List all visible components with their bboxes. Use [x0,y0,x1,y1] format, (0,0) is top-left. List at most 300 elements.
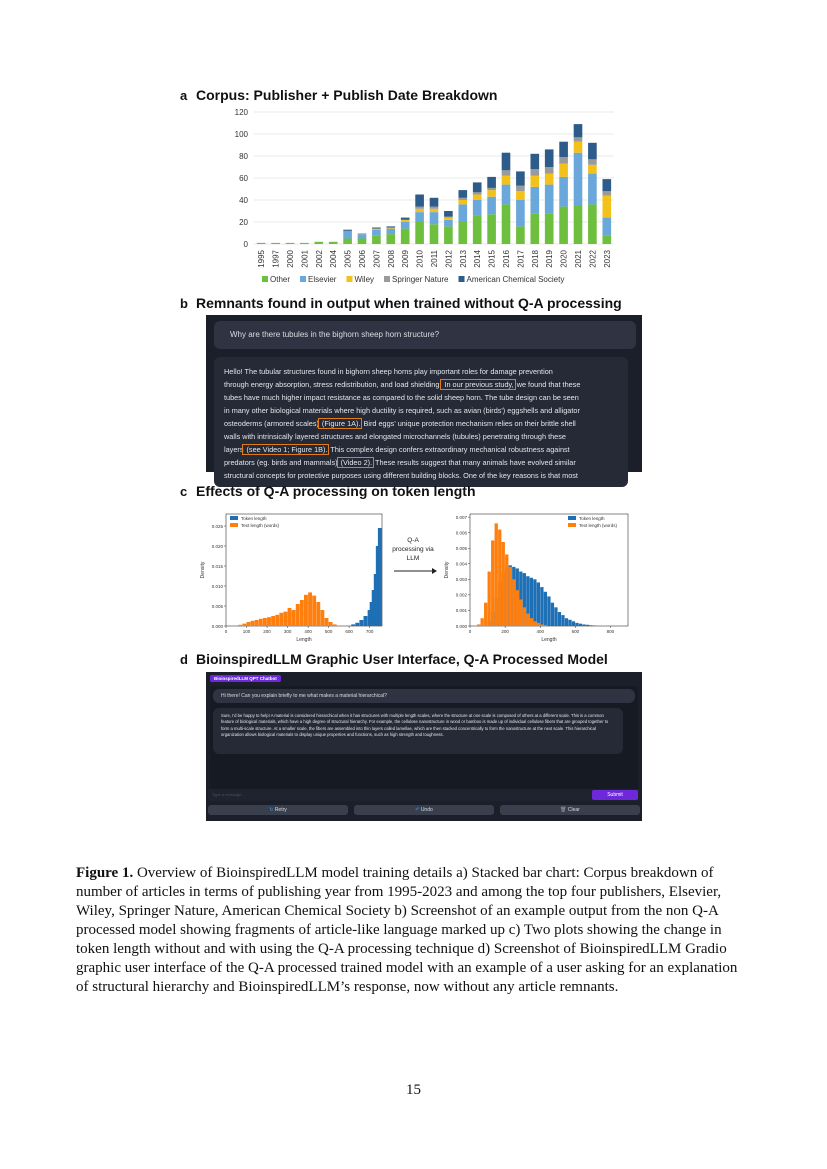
text-length-bar [329,622,333,626]
text-length-bar [300,600,304,626]
text-length-bar [505,554,508,626]
legend-swatch [230,523,238,527]
answer-line [224,456,626,469]
submit-button[interactable]: Submit [592,790,638,800]
bar-segment [502,185,511,205]
text-length-bar [502,542,505,626]
answer-line [224,469,626,482]
bar-segment [386,234,395,244]
y-tick-label: 0.025 [211,523,223,529]
token-length-bar [355,623,359,626]
answer-text [224,365,626,482]
answer-segment: we found that these [514,380,581,389]
text-length-bar [491,540,494,626]
x-tick-label: 2020 [559,250,569,268]
bar-segment [271,243,280,244]
bar-segment [559,164,568,177]
panel-b-letter: b [180,296,188,311]
text-length-bar [333,624,337,626]
answer-bubble [214,357,628,487]
undo-button[interactable] [354,805,494,815]
token-length-bar [568,620,571,626]
text-length-bar [316,602,320,626]
panel-a-letter: a [180,88,188,103]
y-tick-label: 0.015 [211,563,223,569]
token-length-bar [572,621,575,626]
retry-icon: ↻ [269,807,274,813]
text-length-bar [259,619,263,626]
bar-segment [545,149,554,167]
x-tick-label: 700 [365,629,374,634]
x-axis-label: Length [541,637,557,643]
text-length-bar [481,618,484,626]
token-length-bar [586,625,589,626]
x-tick-label: 2007 [372,250,382,268]
x-tick-label: 1995 [257,250,267,268]
token-length-bar [565,618,568,626]
x-tick-label: 2004 [329,250,339,268]
text-length-bar [509,567,512,626]
text-length-bar [325,618,329,626]
token-length-bar [364,616,368,626]
x-tick-label: 2012 [444,250,454,268]
text-length-bar [242,624,246,626]
bar-segment [602,235,611,244]
chat-area[interactable] [210,686,638,790]
x-tick-label: 200 [263,629,271,634]
y-tick-label: 0 [243,240,248,249]
x-tick-label: 2019 [545,250,555,268]
bar-segment [444,218,453,220]
bar-segment [415,207,424,209]
figure-caption [76,864,752,997]
bar-segment [386,228,395,229]
answer-segment: in many other biological materials where high ductility is required, such as avian (birds') eggshells and alligator [224,406,580,415]
bar-segment [530,213,539,244]
article-remnant-highlight: (Figure 1A). [319,419,361,428]
y-tick-label: 0.003 [455,577,467,583]
text-length-bar [498,530,501,626]
text-length-bar [488,572,491,626]
bar-segment [372,230,381,236]
bar-segment [458,198,467,200]
panel-c-letter: c [180,484,188,499]
bar-segment [358,233,367,234]
text-length-bar [263,618,267,626]
bar-segment [516,191,525,200]
histogram-after-qa [442,508,632,644]
bar-segment [588,165,597,174]
bar-segment [530,176,539,187]
token-length-bar [582,624,585,626]
answer-segment: predators (eg. birds and mammals) [224,458,338,467]
y-tick-label: 20 [239,218,248,227]
x-tick-label: 2001 [300,250,310,268]
undo-label: Undo [420,807,433,813]
bar-segment [458,222,467,244]
y-tick-label: 60 [239,174,248,183]
panel-c-title: Effects of Q-A processing on token length [196,483,476,499]
x-tick-label: 200 [501,629,509,634]
y-tick-label: 0.005 [211,603,223,609]
legend-swatch [262,276,268,282]
bar-segment [444,217,453,218]
x-tick-label: 2018 [530,250,540,268]
answer-segment: walls with intrinsically layered structures and elongated microchannels (tubules) penetrating through these [224,432,566,441]
bar-segment [516,226,525,244]
clear-button[interactable] [500,805,640,815]
panel-a-title: Corpus: Publisher + Publish Date Breakdown [196,87,498,103]
bar-segment [516,200,525,226]
answer-line [224,443,626,456]
y-tick-label: 0.000 [455,623,467,629]
x-tick-label: 2011 [430,250,439,268]
y-tick-label: 120 [234,108,248,117]
bar-segment [487,190,496,197]
bar-segment [343,239,352,245]
article-remnant-highlight: (Video 2). [338,458,373,467]
text-length-bar [516,590,519,626]
qa-label-line1: Q-A [407,537,419,544]
answer-segment: Bird eggs' unique protection mechanism relies on their brittle shell [361,419,576,428]
bar-segment [401,222,410,229]
legend-label: Token length [241,516,267,521]
legend-label: Text length (words) [241,523,280,528]
bar-segment [257,243,266,244]
text-length-bar [247,622,251,626]
text-length-bar [320,610,324,626]
bar-segment [314,242,323,244]
answer-segment: tubes have much higher impact resistance as compared to the solid sheep horn. The tube design can be seen [224,393,579,402]
article-remnant-highlight: In our previous study, [442,380,514,389]
bar-segment [343,230,352,231]
text-length-bar [304,595,308,626]
token-length-bar [589,625,592,626]
bar-segment [574,142,583,153]
y-tick-label: 100 [234,130,248,139]
y-tick-label: 0.000 [211,623,223,629]
bar-segment [487,177,496,188]
text-length-bar [267,617,271,626]
x-tick-label: 500 [324,629,333,634]
bar-segment [588,143,597,160]
legend-swatch [459,276,465,282]
text-length-bar [477,624,480,626]
token-length-bar [554,607,557,626]
bar-segment [574,124,583,137]
x-tick-label: 2008 [386,250,396,268]
bar-segment [530,154,539,169]
bar-segment [502,153,511,171]
x-axis-label: Length [296,637,312,643]
bar-segment [444,220,453,227]
text-length-bar [523,607,526,626]
bar-segment [386,226,395,227]
bar-segment [430,198,439,207]
x-tick-label: 0 [224,629,228,634]
text-length-bar [512,579,515,626]
answer-segment: Hello! The tubular structures found in bighorn sheep horns play important roles for damage prevention [224,367,553,376]
bar-segment [602,218,611,236]
y-tick-label: 0.006 [455,530,467,536]
bar-segment [300,243,309,244]
bar-segment [545,185,554,214]
legend-label: Other [270,275,291,284]
x-tick-label: 2000 [286,250,295,268]
qa-arrow-label [388,536,438,563]
bar-segment [358,239,367,245]
article-remnant-highlight: (see Video 1; Figure 1B). [244,445,328,454]
legend-swatch [230,516,238,520]
answer-line [224,417,626,430]
y-axis-label: Density [200,561,206,579]
answer-segment: osteoderms (armored scales) [224,419,319,428]
message-input[interactable]: Type a message... [212,792,245,797]
y-tick-label: 0.005 [455,546,467,552]
text-length-bar [530,618,533,626]
bar-segment [487,197,496,215]
bar-segment [574,153,583,206]
question-text: Why are there tubules in the bighorn sheep horn structure? [230,330,440,339]
y-tick-label: 0.007 [455,514,467,520]
panel-b-title: Remnants found in output when trained without Q-A processing [196,295,622,311]
bar-segment [487,214,496,244]
bar-segment [516,171,525,185]
y-tick-label: 0.010 [211,583,223,589]
bar-segment [343,231,352,239]
bar-segment [559,142,568,157]
token-length-bar [533,579,536,626]
bar-segment [401,218,410,220]
bar-segment [545,174,554,185]
token-length-bar [378,528,382,626]
answer-line [224,430,626,443]
text-length-bar [255,620,259,626]
x-tick-label: 2021 [574,250,583,268]
x-tick-label: 2016 [502,250,511,268]
retry-button[interactable] [208,805,348,815]
x-tick-label: 1997 [271,250,281,268]
x-tick-label: 300 [283,629,292,634]
x-tick-label: 2015 [487,250,497,268]
answer-segment: structural concepts for protective purposes using different building blocks. One of the key reasons is that most [224,471,578,480]
text-length-bar [271,616,275,626]
bar-segment [502,170,511,176]
stacked-bar-chart [222,106,622,290]
bar-segment [574,206,583,245]
bar-segment [401,229,410,244]
x-tick-label: 2002 [314,250,324,268]
answer-segment: layers [224,445,244,454]
caption-label: Figure 1. [76,865,134,881]
x-tick-label: 2009 [401,250,411,268]
histogram-before-qa [198,508,386,644]
text-length-bar [312,596,316,626]
legend-swatch [384,276,390,282]
x-tick-label: 2014 [473,250,483,268]
bar-segment [530,187,539,213]
token-length-bar [579,624,582,626]
x-tick-label: 2023 [602,250,612,268]
answer-line [224,391,626,404]
bar-segment [430,209,439,212]
panel-d-letter: d [180,652,188,667]
retry-label: Retry [274,807,287,813]
bar-segment [559,157,568,164]
text-length-bar [519,600,522,626]
panel-d-title: BioinspiredLLM Graphic User Interface, Q-A Processed Model [196,651,608,667]
text-length-bar [238,625,242,626]
bar-segment [588,159,597,165]
legend-label: Springer Nature [392,275,449,284]
answer-segment: These results suggest that many animals have evolved similar [373,458,576,467]
undo-icon: ↶ [415,807,420,813]
bot-message-text: Sure, I'd be happy to help! A material is considered hierarchical when it has structures with multiple length scales, where the structure at one scale is composed of others at a different scale. This is a common feature of biological materials, which have a high degree of structural hierarchy. For example, the cellulose nanostructure in wood or bamboo is made up of individual cellulose fibers that are grouped together to form a multi-scale structure. At a smaller scale, the fibers are assembled into thin layers called lamellae, which are then stacked concentrically to form the nanostructure at the next scale. This hierarchical organization allows biological materials to display unique properties and functions, such as high strength and toughness. [221,713,609,737]
token-length-bar [558,612,561,626]
remnants-screenshot [206,315,642,480]
bar-segment [602,196,611,218]
token-length-bar [575,623,578,626]
bar-segment [473,192,482,194]
bar-segment [372,229,381,230]
page-number: 15 [406,1082,421,1098]
bar-segment [602,191,611,195]
x-tick-label: 2013 [458,249,468,268]
text-length-bar [283,612,287,626]
bar-segment [559,177,568,207]
token-length-bar [537,582,540,626]
text-length-bar [540,624,543,626]
bar-segment [358,234,367,238]
bar-segment [559,207,568,244]
y-tick-label: 0.020 [211,543,223,549]
answer-line [224,404,626,417]
x-tick-label: 100 [242,629,251,634]
bar-segment [458,204,467,222]
bar-segment [545,167,554,174]
x-tick-label: 0 [468,629,472,634]
bar-segment [401,220,410,222]
bar-segment [502,204,511,244]
bar-segment [415,209,424,212]
bar-segment [588,174,597,205]
bar-segment [473,200,482,215]
x-tick-label: 600 [571,629,580,634]
question-bubble [214,321,636,349]
token-length-bar [359,620,363,626]
text-length-bar [484,603,487,626]
y-tick-label: 0.004 [455,561,467,567]
legend-label: Token length [579,516,605,521]
legend-label: Elsevier [308,275,337,284]
legend-swatch [346,276,352,282]
y-tick-label: 80 [239,152,248,161]
text-length-bar [279,613,283,626]
bar-segment [430,207,439,209]
text-length-bar [495,523,498,626]
x-tick-label: 2017 [516,250,526,268]
user-message-bubble [213,689,635,703]
bar-segment [574,137,583,141]
text-length-bar [288,608,292,626]
bar-segment [487,188,496,190]
legend-label: American Chemical Society [466,275,565,284]
bar-segment [430,224,439,244]
message-input-row [208,789,640,801]
bar-segment [602,179,611,191]
legend-label: Wiley [354,275,375,284]
clear-label: Clear [567,807,580,813]
token-length-bar [540,587,543,626]
text-length-bar [251,621,255,626]
qa-label-line2: processing via [392,546,434,553]
y-tick-label: 0.002 [455,592,467,598]
x-tick-label: 600 [345,629,353,634]
bar-segment [444,211,453,217]
x-tick-label: 800 [606,629,615,634]
text-length-bar [537,623,540,626]
bar-segment [458,200,467,204]
text-length-bar [544,625,547,626]
bar-segment [415,212,424,222]
bar-segment [329,242,338,244]
qa-arrow-icon [392,566,438,576]
bar-segment [444,226,453,244]
x-tick-label: 2005 [343,250,353,268]
bar-segment [386,229,395,235]
y-axis-label: Density [444,561,450,579]
caption-text: Overview of BioinspiredLLM model training details a) Stacked bar chart: Corpus breakdown of number of articles in terms of publishing year from 1995-2023 and among the top four publishers, Elsevier, Wiley, Springer Nature, American Chemical Society b) Screenshot of an example output from the non Q-A processed model showing fragments of article-like language marked up c) Two plots showing the change in token length without and with using the Q-A processing technique d) Screenshot of BioinspiredLLM Gradio graphic user interface of the Q-A processed trained model with an example of a user asking for an explanation of structural hierarchy and BioinspiredLLM’s response, now without any article remnants. [76,865,738,995]
bar-segment [372,228,381,229]
text-length-bar [526,614,529,626]
token-length-bar [551,603,554,626]
x-tick-label: 2006 [358,250,367,268]
user-message-text: Hi there! Can you explain briefly to me what makes a material hierarchical? [221,693,387,699]
bar-segment [473,195,482,201]
x-tick-label: 400 [536,629,544,634]
text-length-bar [308,592,312,626]
bar-segment [286,243,295,244]
trash-icon: 🗑 [560,807,567,813]
text-length-bar [533,621,536,626]
bar-segment [372,235,381,244]
bar-segment [458,190,467,198]
bar-segment [430,212,439,224]
text-length-bar [275,615,279,626]
bar-segment [516,186,525,192]
bar-segment [588,204,597,244]
y-tick-label: 0.001 [455,608,467,614]
x-tick-label: 2010 [415,250,425,268]
answer-line [224,365,626,378]
bar-segment [545,213,554,244]
x-tick-label: 2022 [588,250,598,268]
legend-label: Text length (words) [579,523,618,528]
x-tick-label: 400 [304,629,312,634]
bar-segment [473,182,482,192]
bar-segment [415,195,424,207]
token-length-bar [547,596,550,626]
answer-segment: This complex design confers extraordinary mechanical robustness against [328,445,570,454]
bar-segment [530,169,539,176]
text-length-bar [296,604,300,626]
text-length-bar [292,610,296,626]
bar-segment [415,222,424,244]
legend-swatch [568,516,576,520]
legend-swatch [300,276,306,282]
bar-segment [502,176,511,185]
y-tick-label: 40 [239,196,248,205]
